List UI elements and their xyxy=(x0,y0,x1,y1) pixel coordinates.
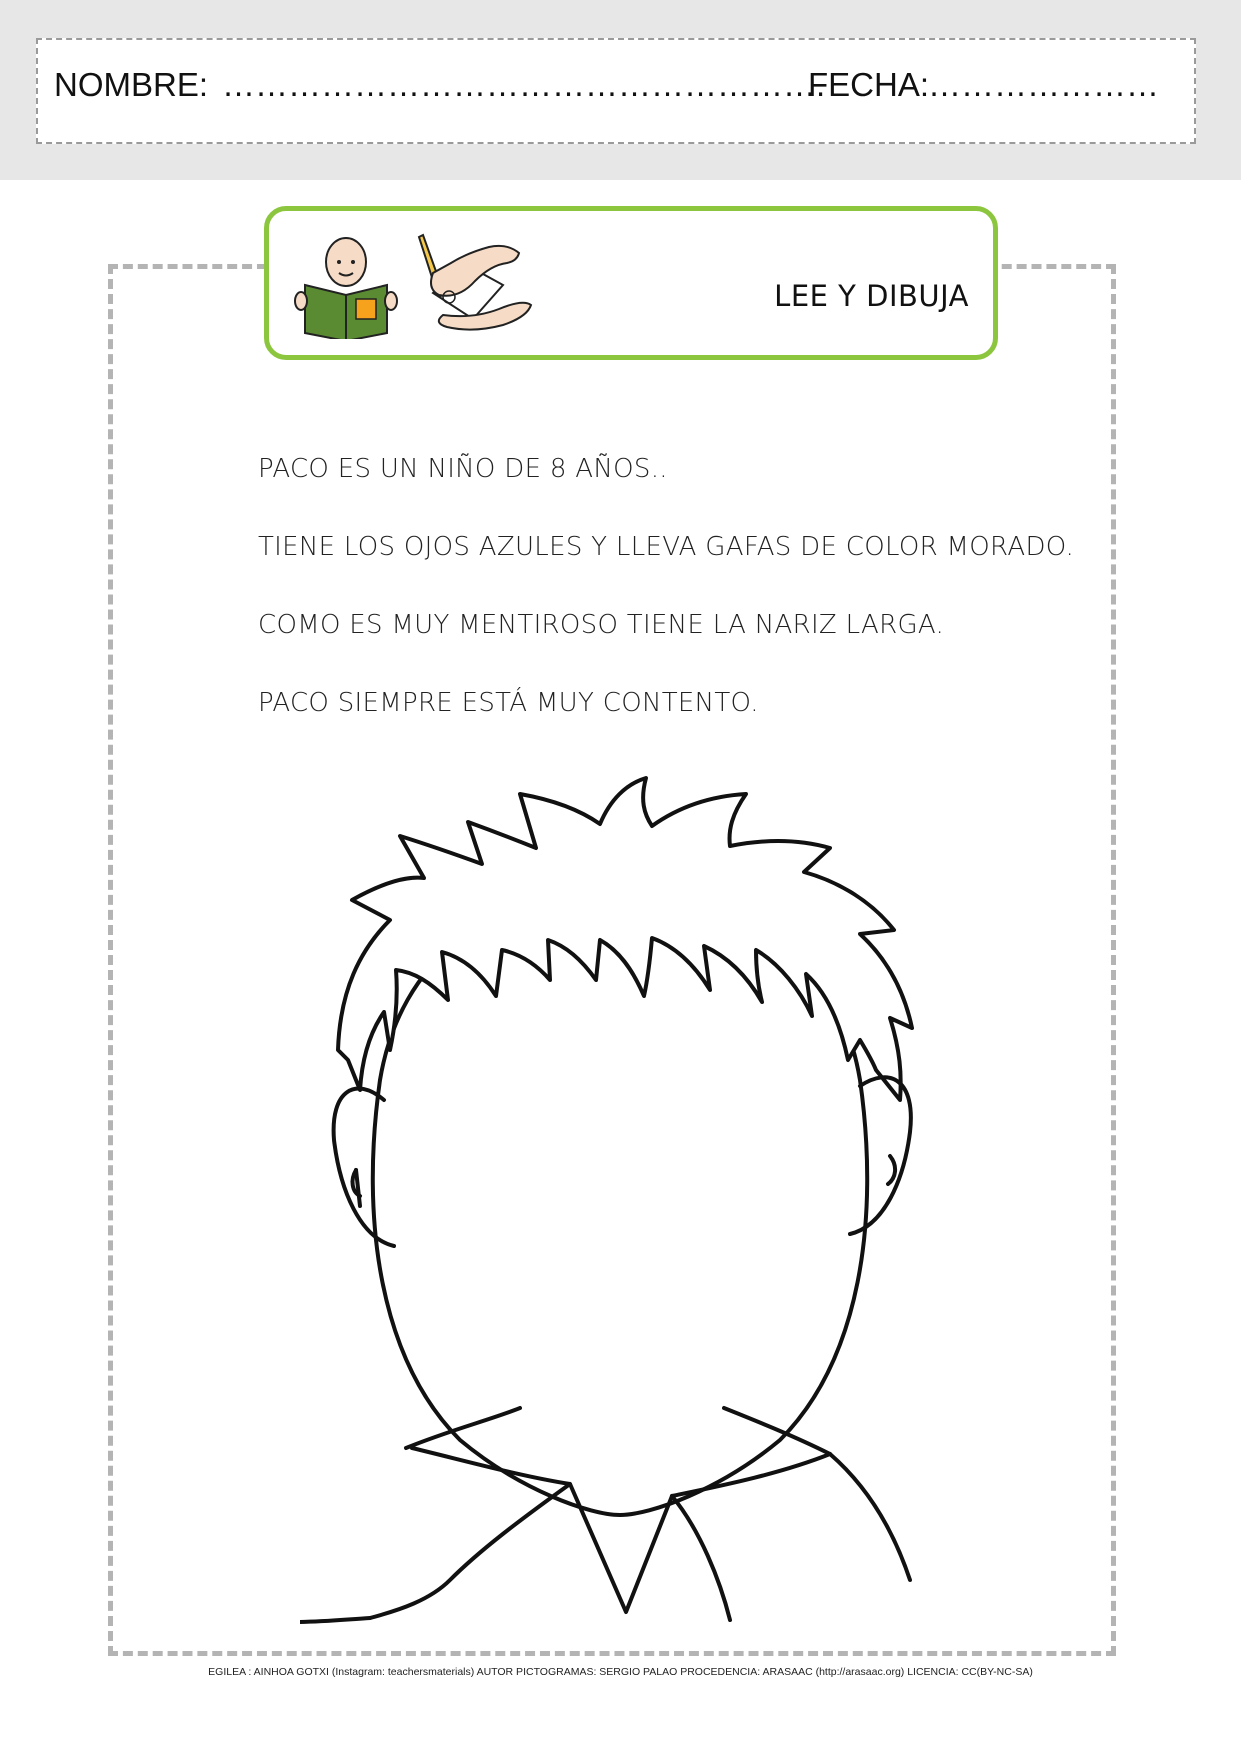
instruction-line: PACO ES UN NIÑO DE 8 AÑOS.. xyxy=(258,454,668,484)
name-blank[interactable]: ………………………………………………. xyxy=(222,66,826,103)
date-blank[interactable]: ………………… xyxy=(928,66,1159,103)
date-label: FECHA: xyxy=(808,66,930,103)
instructions-list xyxy=(258,454,1158,766)
activity-title-card xyxy=(264,206,998,360)
instruction-line: COMO ES MUY MENTIROSO TIENE LA NARIZ LARGA. xyxy=(258,610,945,640)
blank-boy-face-outline[interactable] xyxy=(300,760,940,1630)
instruction-line: TIENE LOS OJOS AZULES Y LLEVA GAFAS DE COLOR MORADO. xyxy=(258,532,1075,562)
activity-title: LEE Y DIBUJA xyxy=(774,279,969,313)
footer-credits: EGILEA : AINHOA GOTXI (Instagram: teachersmaterials) AUTOR PICTOGRAMAS: SERGIO PALAO PROCEDENCIA: ARASAAC (http://arasaac.org) LICENCIA: CC(BY-NC-SA) xyxy=(208,1666,1033,1678)
instruction-line: PACO SIEMPRE ESTÁ MUY CONTENTO. xyxy=(258,688,759,718)
name-date-box xyxy=(36,38,1196,144)
reading-book-icon xyxy=(291,229,401,339)
drawing-hand-icon xyxy=(403,233,533,339)
name-label: NOMBRE: xyxy=(54,66,209,103)
